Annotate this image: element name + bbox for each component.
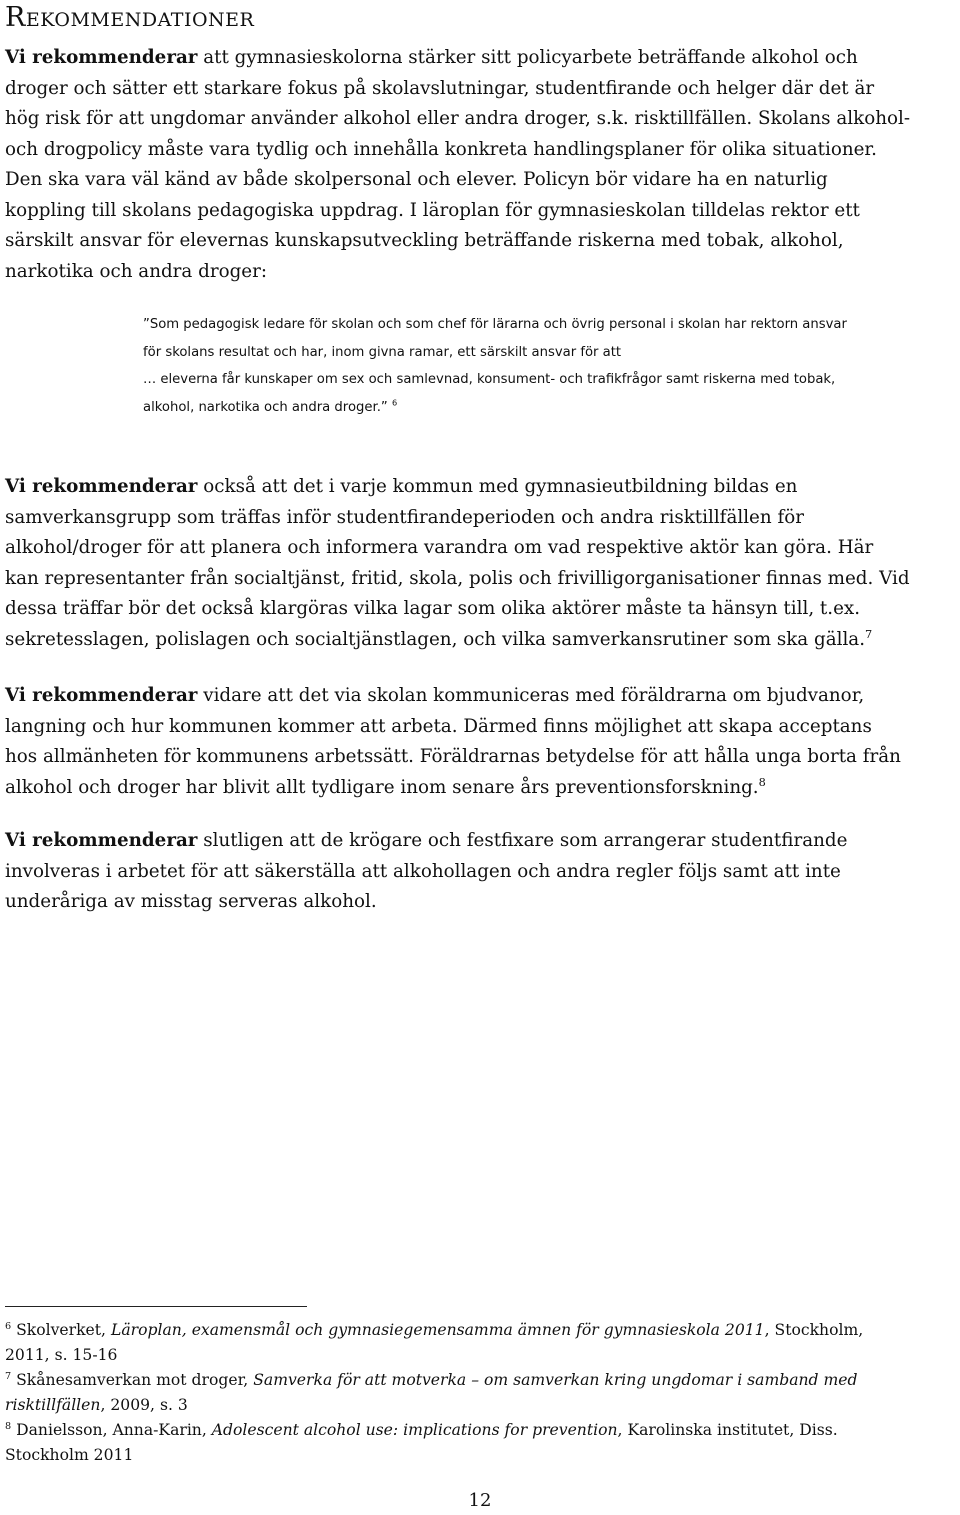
footnote-number: 8 bbox=[5, 1420, 12, 1432]
recommendation-paragraph-1 bbox=[5, 43, 955, 287]
footnote-ref-6[interactable]: 6 bbox=[391, 397, 398, 408]
lead-phrase: Vi rekommenderar bbox=[5, 476, 198, 497]
footnote-ref-8[interactable]: 8 bbox=[758, 774, 766, 789]
recommendation-paragraph-2 bbox=[5, 472, 955, 655]
quote-line: … eleverna får kunskaper om sex och samlevnad, konsument- och trafikfrågor samt riskerna med tobak, bbox=[143, 372, 836, 387]
paragraph-line: underåriga av misstag serveras alkohol. bbox=[5, 891, 377, 912]
paragraph-line: Vi rekommenderar att gymnasieskolorna stärker sitt policyarbete beträffande alkohol och bbox=[5, 47, 858, 68]
footnote-line: risktillfällen, 2009, s. 3 bbox=[5, 1396, 188, 1414]
recommendation-paragraph-3 bbox=[5, 681, 955, 803]
footnote-separator bbox=[5, 1306, 307, 1307]
lead-phrase: Vi rekommenderar bbox=[5, 47, 198, 68]
page-number: 12 bbox=[468, 1490, 492, 1511]
paragraph-line: alkohol/droger för att planera och informera varandra om vad respektive aktör kan göra. Här bbox=[5, 537, 874, 558]
paragraph-line: langning och hur kommunen kommer att arbeta. Därmed finns möjlighet att skapa acceptans bbox=[5, 715, 872, 737]
paragraph-line: koppling till skolans pedagogiska uppdrag. I läroplan för gymnasieskolan tilldelas rektor ett bbox=[5, 199, 860, 221]
paragraph-line: Den ska vara väl känd av både skolpersonal och elever. Policyn bör vidare ha en naturlig bbox=[5, 169, 828, 190]
paragraph-line: Vi rekommenderar slutligen att de krögare och festfixare som arrangerar studentfirande bbox=[5, 830, 848, 851]
curriculum-quote bbox=[143, 311, 958, 421]
paragraph-line: samverkansgrupp som träffas inför studentfirandeperioden och andra risktillfällen för bbox=[5, 506, 804, 528]
paragraph-line: hos allmänheten för kommunens arbetssätt. Föräldrarnas betydelse för att hålla unga borta från bbox=[5, 746, 901, 767]
paragraph-line: Vi rekommenderar också att det i varje kommun med gymnasieutbildning bildas en bbox=[5, 476, 798, 497]
quote-line: för skolans resultat och har, inom givna ramar, ett särskilt ansvar för att bbox=[143, 344, 622, 360]
recommendation-paragraph-4 bbox=[5, 826, 955, 918]
footnote-6 bbox=[5, 1318, 955, 1368]
paragraph-line: narkotika och andra droger: bbox=[5, 260, 267, 282]
paragraph-line: sekretesslagen, polislagen och socialtjänstlagen, och vilka samverkansrutiner som ska gälla.$^7$ bbox=[5, 626, 873, 650]
quote-line: alkohol, narkotika och andra droger.” $^6$ bbox=[143, 397, 398, 415]
section-heading: Rekommendationer bbox=[5, 2, 255, 33]
footnote-number: 7 bbox=[5, 1370, 12, 1382]
paragraph-line: alkohol och droger har blivit allt tydligare inom senare års preventionsforskning.$^8$ bbox=[5, 774, 766, 798]
footnote-7 bbox=[5, 1368, 955, 1418]
paragraph-line: involveras i arbetet för att säkerställa att alkohollagen och andra regler följs samt att inte bbox=[5, 860, 841, 882]
paragraph-line: hög risk för att ungdomar använder alkohol eller andra droger, s.k. risktillfällen. Skolans alkohol- bbox=[5, 108, 911, 129]
paragraph-line: droger och sätter ett starkare fokus på skolavslutningar, studentfirande och helger där det är bbox=[5, 77, 875, 99]
paragraph-line: särskilt ansvar för elevernas kunskapsutveckling beträffande riskerna med tobak, alkohol, bbox=[5, 230, 844, 251]
paragraph-line: och drogpolicy måste vara tydlig och innehålla konkreta handlingsplaner för olika situationer. bbox=[5, 138, 877, 160]
lead-phrase: Vi rekommenderar bbox=[5, 685, 198, 706]
footnote-line: Stockholm 2011 bbox=[5, 1446, 134, 1464]
footnote-line: $^7$ Skånesamverkan mot droger, Samverka för att motverka – om samverkan kring ungdomar i samband med bbox=[5, 1370, 858, 1389]
footnote-ref-7[interactable]: 7 bbox=[865, 626, 873, 641]
footnote-line: 2011, s. 15-16 bbox=[5, 1346, 118, 1364]
quote-line: ”Som pedagogisk ledare för skolan och som chef för lärarna och övrig personal i skolan har rektorn ansvar bbox=[143, 317, 847, 332]
footnote-line: $^8$ Danielsson, Anna-Karin, Adolescent alcohol use: implications for prevention, Karolinska institutet, Diss. bbox=[5, 1420, 838, 1439]
footnote-8 bbox=[5, 1418, 955, 1468]
footnotes bbox=[5, 1318, 955, 1468]
footnote-line: $^6$ Skolverket, Läroplan, examensmål och gymnasiegemensamma ämnen för gymnasieskola 2011, Stockholm, bbox=[5, 1320, 864, 1339]
paragraph-line: kan representanter från socialtjänst, fritid, skola, polis och frivilligorganisationer finnas med. Vid bbox=[5, 567, 910, 589]
paragraph-line: Vi rekommenderar vidare att det via skolan kommuniceras med föräldrarna om bjudvanor, bbox=[5, 685, 865, 706]
paragraph-line: dessa träffar bör det också klargöras vilka lagar som olika aktörer måste ta hänsyn till, t.ex. bbox=[5, 598, 861, 619]
lead-phrase: Vi rekommenderar bbox=[5, 830, 198, 851]
footnote-number: 6 bbox=[5, 1320, 12, 1332]
